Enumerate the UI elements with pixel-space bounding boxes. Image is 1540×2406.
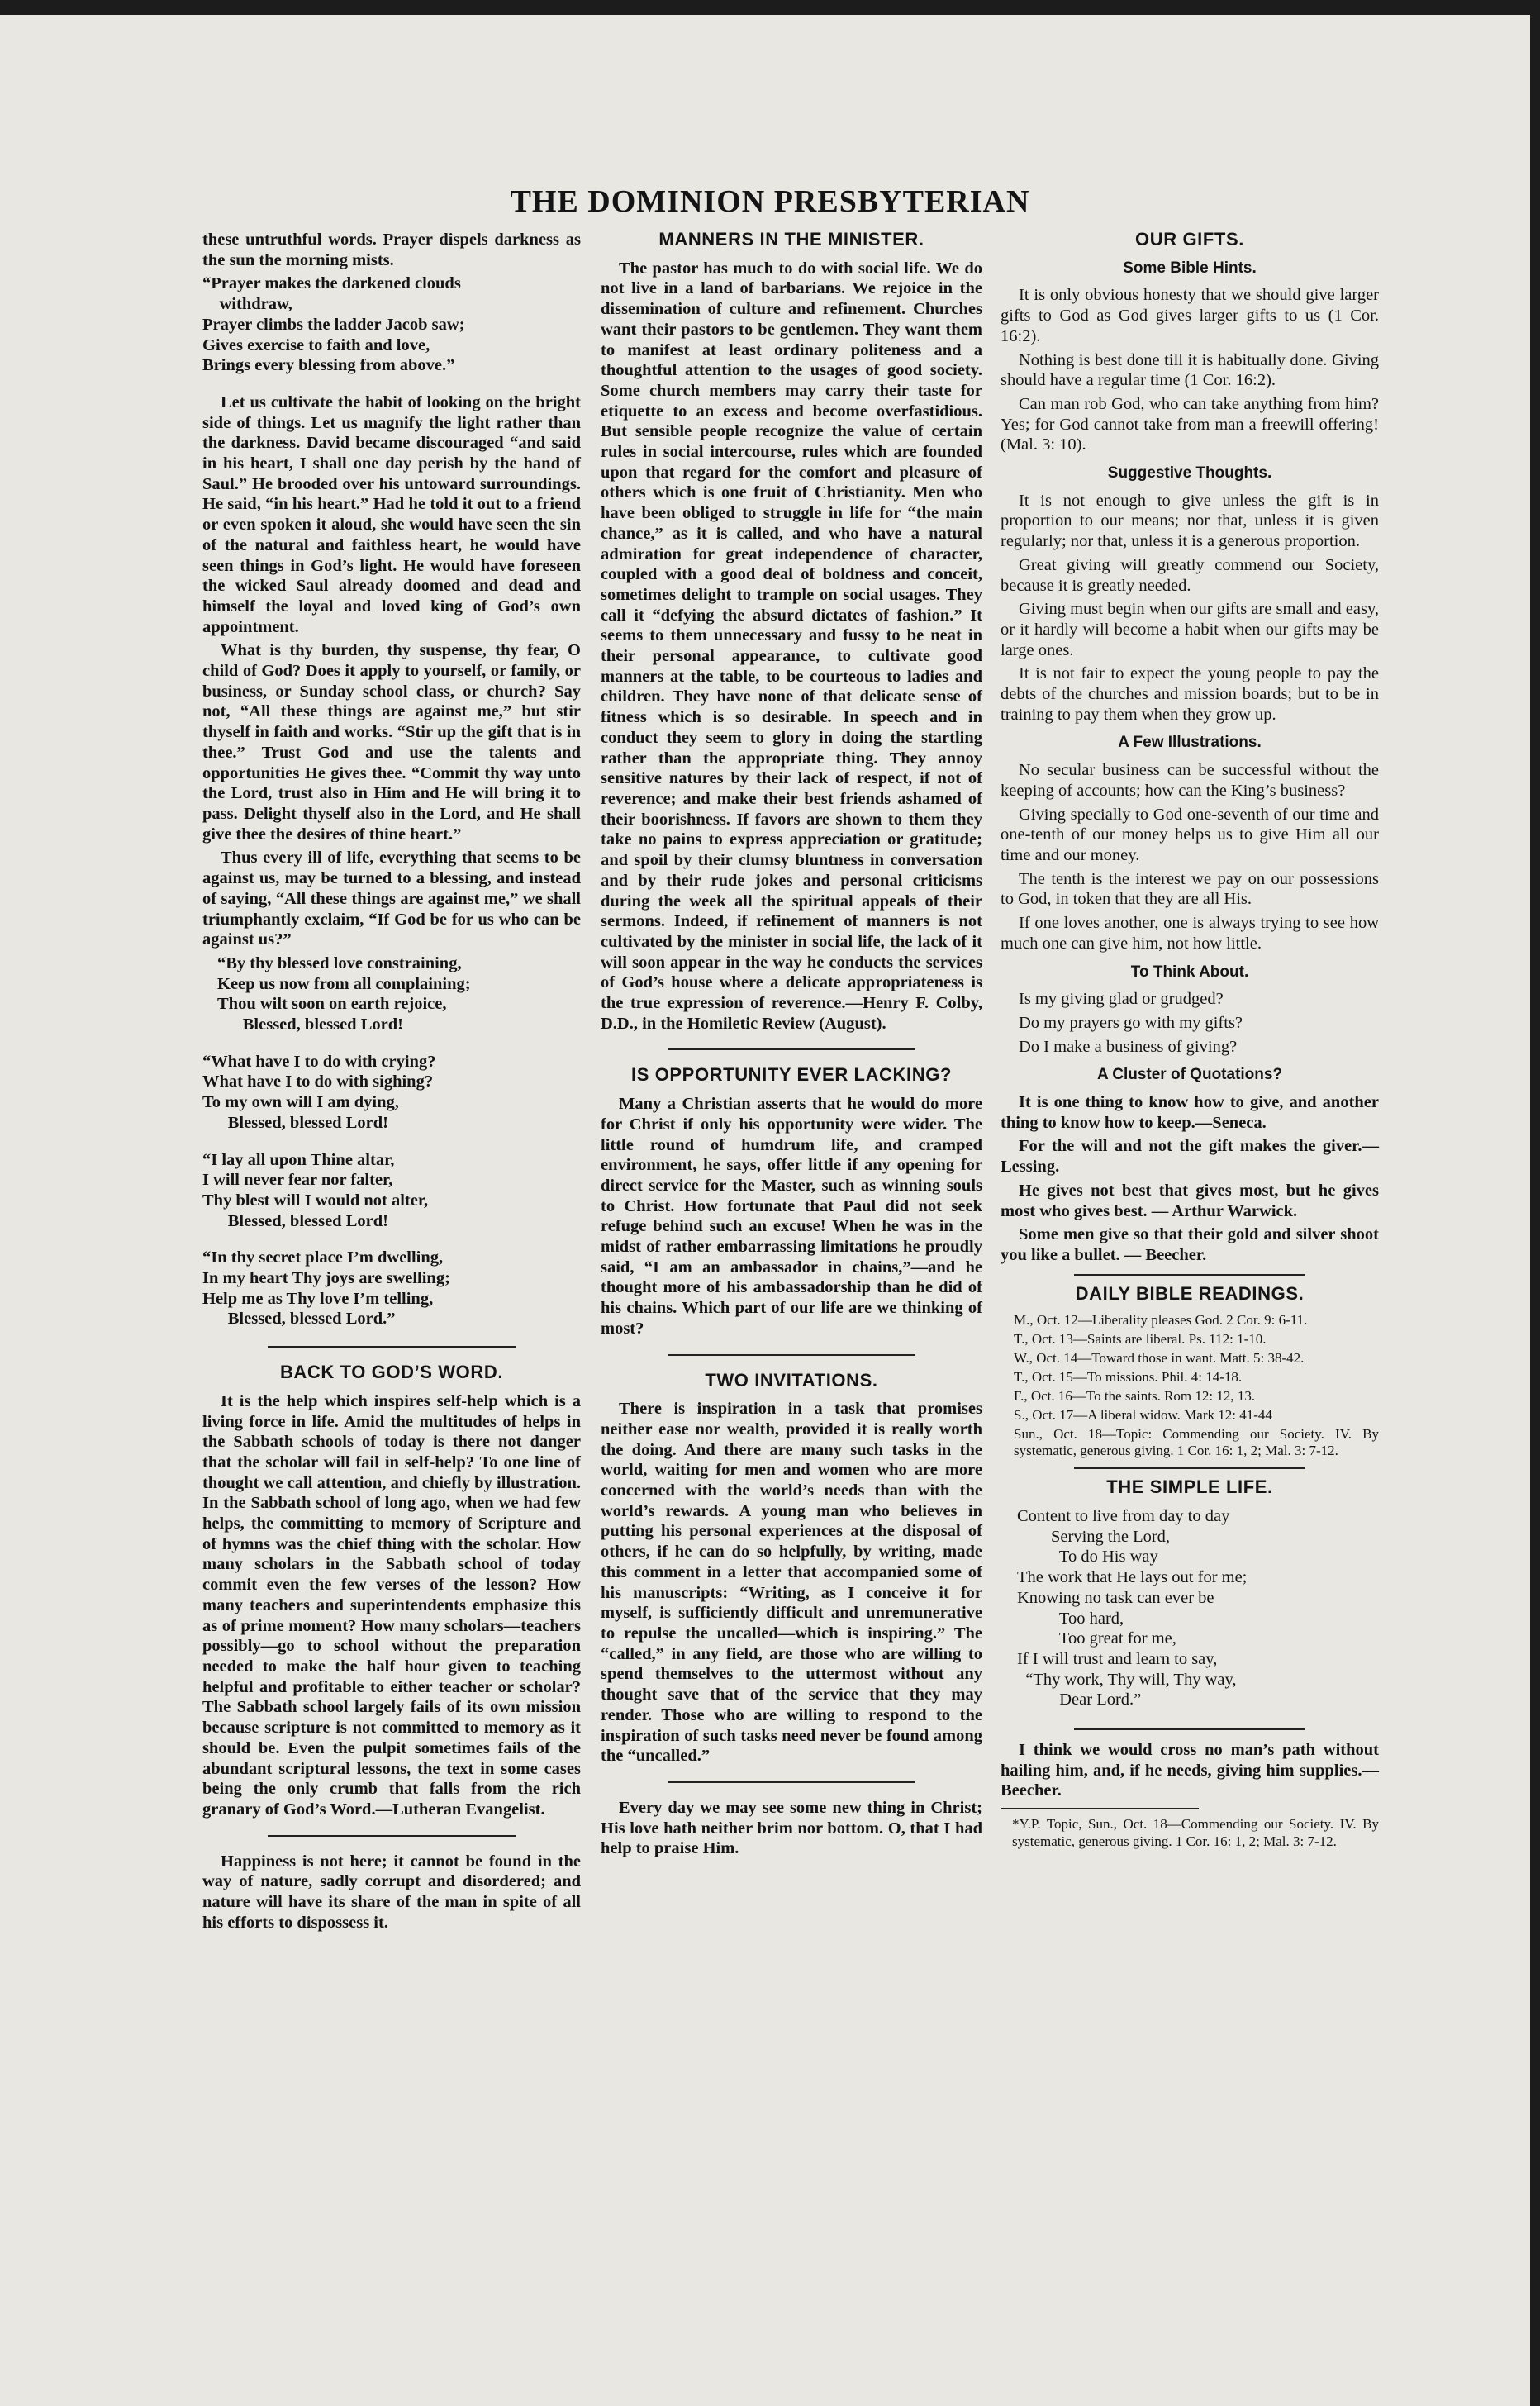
column-middle [601, 230, 982, 1862]
paragraph: If one loves another, one is always trying to see how much one can give him, not how little. [1001, 914, 1379, 953]
heading-daily-bible-readings: DAILY BIBLE READINGS. [1075, 1282, 1305, 1304]
reading-entry: S., Oct. 17—A liberal widow. Mark 12: 41-44 [1014, 1407, 1272, 1424]
scan-top-border [0, 0, 1540, 15]
prayer-poem [202, 273, 581, 376]
paragraph: Happiness is not here; it cannot be found in the way of nature, sadly corrupt and disordered; and nature will have its share of the man in spite of all his efforts to dispossess it. [202, 1852, 581, 1932]
poem-line: Thou wilt soon on earth rejoice, [217, 995, 447, 1014]
section-divider [1074, 1274, 1305, 1276]
poem-line: What have I to do with sighing? [202, 1072, 434, 1091]
poem-line: Gives exercise to faith and love, [202, 335, 430, 354]
paragraph: It is the help which inspires self-help which is a living force in life. Amid the multitudes of helps in the Sabbath schools of today is there not danger that the scholar will fail in self-help? To one line of thought we call attention, and chiefly by illustration. In the Sabbath school of long ago, when we had few helps, the committing to memory of Scripture and of hymns was the chief thing with the scholar. How many scholars in the Sabbath school of today commit even the few verses of the lesson? How many teachers and superintendents emphasize this as of prime moment? How many scholars—teachers possibly—go to school without the preparation needed to make the half hour given to teaching helpful and profitable to either teacher or scholar? The Sabbath school largely fails of its own mission because scripture is not committed to memory as it should be. Even the pulpit sometimes fails of the abundant scriptural lessons, the text in some cases being the only crumb that falls from the rich granary of God’s Word.—Lutheran Evangelist. [202, 1391, 581, 1819]
section-divider [268, 1346, 516, 1348]
subheading-bible-hints: Some Bible Hints. [1123, 259, 1257, 277]
masthead: THE DOMINION PRESBYTERIAN [510, 184, 1030, 219]
reading-entry: M., Oct. 12—Liberality pleases God. 2 Cor. 9: 6-11. [1014, 1312, 1308, 1329]
poem-line: Content to live from day to day [1017, 1507, 1230, 1526]
reading-entry: T., Oct. 15—To missions. Phil. 4: 14-18. [1014, 1369, 1243, 1386]
poem-line: Blessed, blessed Lord.” [202, 1310, 396, 1329]
poem-line: Thy blest will I would not alter, [202, 1191, 429, 1210]
heading-manners-in-the-minister: MANNERS IN THE MINISTER. [658, 229, 924, 250]
poem-line: I will never fear nor falter, [202, 1171, 393, 1190]
reading-entry: T., Oct. 13—Saints are liberal. Ps. 112: 1-10. [1014, 1331, 1267, 1348]
heading-simple-life: THE SIMPLE LIFE. [1106, 1476, 1273, 1498]
poem-line: “In thy secret place I’m dwelling, [202, 1248, 444, 1267]
reading-entry: Sun., Oct. 18—Topic: Commending our Society. IV. By systematic, generous giving. 1 Cor. 16: 1, 2; Mal. 3: 7-12. [1014, 1426, 1379, 1459]
poem-line: Too hard, [1017, 1609, 1124, 1628]
paragraph: It is only obvious honesty that we should give larger gifts to God as God gives larger gifts to us (1 Cor. 16:2). [1001, 286, 1379, 345]
poem-line: withdraw, [202, 295, 292, 314]
section-divider [668, 1354, 915, 1356]
poem-line: “What have I to do with crying? [202, 1052, 436, 1071]
paragraph: I think we would cross no man’s path without hailing him, and, if he needs, giving him supplies.—Beecher. [1001, 1741, 1379, 1800]
simple-life-poem [1017, 1506, 1379, 1710]
section-divider [1074, 1728, 1305, 1730]
hymn-stanza [202, 1150, 581, 1232]
heading-two-invitations: TWO INVITATIONS. [705, 1369, 878, 1391]
paragraph: Every day we may see some new thing in Christ; His love hath neither brim nor bottom. O, that I had help to praise Him. [601, 1798, 982, 1858]
reading-entry: W., Oct. 14—Toward those in want. Matt. 5: 38-42. [1014, 1350, 1305, 1367]
poem-line: “Prayer makes the darkened clouds [202, 274, 461, 293]
question-line: Is my giving glad or grudged? [1019, 990, 1224, 1009]
paragraph: Giving must begin when our gifts are small and easy, or it hardly will become a habit when our gifts may be large ones. [1001, 600, 1379, 659]
heading-our-gifts: OUR GIFTS. [1135, 229, 1244, 250]
poem-line: Serving the Lord, [1017, 1527, 1171, 1546]
paragraph: Great giving will greatly commend our Society, because it is greatly needed. [1001, 555, 1379, 595]
paragraph: Many a Christian asserts that he would do more for Christ if only his opportunity were wider. The little round of humdrum life, and cramped environment, he says, offer little if any opening for direct service for the Master, such as winning souls to Christ. How fortunate that Paul did not seek refuge behind such an excuse! When he was in the midst of rather embarrassing limitations he proudly said, “I am an ambassador in chains,”—and he thought more of his ambassadorship than he did of his chains. Which part of our life are we thinking of most? [601, 1095, 982, 1338]
column-right [1001, 230, 1379, 1853]
quotation: It is one thing to know how to give, and another thing to know how to keep.—Seneca. [1001, 1093, 1379, 1132]
poem-line: The work that He lays out for me; [1017, 1568, 1248, 1587]
paragraph: Thus every ill of life, everything that seems to be against us, may be turned to a blessing, and instead of saying, “All these things are against me,” we shall triumphantly exclaim, “If God be for us who can be against us?” [202, 849, 581, 949]
poem-line: Keep us now from all complaining; [217, 974, 471, 993]
intro-paragraph: these untruthful words. Prayer dispels darkness as the sun the morning mists. [202, 231, 581, 269]
paragraph: Nothing is best done till it is habitually done. Giving should have a regular time (1 Cor. 16:2). [1001, 350, 1379, 390]
section-divider [668, 1048, 915, 1050]
paragraph: The pastor has much to do with social life. We do not live in a land of barbarians. We rejoice in the dissemination of culture and refinement. Churches want their pastors to be gentlemen. They want them to manifest at least ordinary politeness and a thoughtful attention to the usages of good society. Some church members may carry their taste for etiquette to an excess and become overfastidious. But sensible people recognize the value of certain rules in social intercourse, rules which are founded upon that regard for the comfort and pleasure of others which is one fruit of Christianity. Men who have been obliged to struggle in life for “the main chance,” as it is called, and who have a natural admiration for great independence of character, coupled with a good deal of boldness and conceit, sometimes delight to trample on social usages. They call it “defying the absurd dictates of fashion.” It seems to them unnecessary and fussy to be neat in their personal appearance, to cultivate good manners at the table, to be courteous to ladies and children. They have none of that delicate sense of fitness which is so desirable. In speech and in conduct they seem to glory in doing the startling rather than the appropriate thing. They annoy sensitive natures by their lack of respect, if not of reverence; and make their best friends ashamed of their boorishness. If favors are shown to them they take no pains to express appreciation or gratitude; and spoil by their clumsy bluntness in conversation and by their rude jokes and personal criticisms during the week all the spiritual appeals of their sermons. Indeed, if refinement of manners is not cultivated by the minister in social life, the lack of it will soon appear in the way he conducts the services of God’s house where a delicate appropriateness is the true expression of reverence.—Henry F. Colby, D.D., in the Homiletic Review (August). [601, 259, 982, 1033]
quotation: Some men give so that their gold and silver shoot you like a bullet. — Beecher. [1001, 1225, 1379, 1264]
poem-line: Knowing no task can ever be [1017, 1588, 1214, 1607]
poem-line: To do His way [1017, 1548, 1158, 1567]
poem-line: Prayer climbs the ladder Jacob saw; [202, 315, 465, 334]
poem-line: “I lay all upon Thine altar, [202, 1150, 395, 1169]
hymn-stanza [202, 1052, 581, 1134]
paragraph: No secular business can be successful without the keeping of accounts; how can the King’s business? [1001, 761, 1379, 800]
section-divider [668, 1781, 915, 1783]
paragraph: Giving specially to God one-seventh of our time and one-tenth of our money helps us to give Him all our time and our money. [1001, 805, 1379, 864]
poem-line: “Thy work, Thy will, Thy way, [1017, 1670, 1237, 1689]
paragraph: It is not enough to give unless the gift is in proportion to our means; nor that, unless it is given regularly; nor that, unless it is a generous proportion. [1001, 491, 1379, 551]
footnote: *Y.P. Topic, Sun., Oct. 18—Commending our Society. IV. By systematic, generous giving. 1 Cor. 16: 1, 2; Mal. 3: 7-12. [1012, 1816, 1379, 1850]
poem-line: Too great for me, [1017, 1629, 1176, 1648]
poem-line: In my heart Thy joys are swelling; [202, 1269, 450, 1288]
footnote-divider [1001, 1808, 1199, 1809]
poem-line: If I will trust and learn to say, [1017, 1649, 1218, 1668]
poem-line: Brings every blessing from above.” [202, 356, 455, 375]
poem-line: Dear Lord.” [1017, 1690, 1142, 1709]
subheading-suggestive-thoughts: Suggestive Thoughts. [1107, 464, 1272, 483]
poem-line: To my own will I am dying, [202, 1093, 399, 1112]
question-line: Do I make a business of giving? [1019, 1037, 1238, 1056]
poem-line: “By thy blessed love constraining, [217, 953, 462, 972]
hymn-stanza [202, 1248, 581, 1329]
question-line: Do my prayers go with my gifts? [1019, 1013, 1243, 1032]
paragraph: Can man rob God, who can take anything from him? Yes; for God cannot take from man a freewill offering! (Mal. 3: 10). [1001, 394, 1379, 454]
hymn-stanza [217, 953, 581, 1035]
section-divider [1074, 1467, 1305, 1469]
paragraph: The tenth is the interest we pay on our possessions to God, in token that they are all His. [1001, 869, 1379, 909]
subheading-quotations: A Cluster of Quotations? [1096, 1066, 1283, 1084]
scan-right-border [1530, 0, 1540, 2406]
quotation: For the will and not the gift makes the giver.—Lessing. [1001, 1137, 1379, 1177]
poem-line: Blessed, blessed Lord! [217, 1015, 403, 1034]
paragraph: It is not fair to expect the young people to pay the debts of the churches and mission boards; but to be in training to pay them when they grow up. [1001, 664, 1379, 724]
column-left [202, 230, 581, 1936]
poem-line: Blessed, blessed Lord! [202, 1211, 388, 1230]
paragraph: There is inspiration in a task that promises neither ease nor wealth, provided it is really worth the doing. And there are many such tasks in the world, waiting for men and women who are more concerned with the world’s needs than with the world’s rewards. A young man who believes in putting his personal experiences at the disposal of others, if he can do so helpfully, by writing, made this comment in a letter that accompanied some of his manuscripts: “Writing, as I conceive it for myself, is sufficiently difficult and unremunerative to repulse the uncalled—which is inspiring.” The “called,” in any field, are those who are willing to spend themselves to the uttermost without any thought save that of the service that they may render. Those who are willing to respond to the inspiration of such tasks need never be found among the “uncalled.” [601, 1400, 982, 1766]
paragraph: Let us cultivate the habit of looking on the bright side of things. Let us magnify the light rather than the darkness. David became discouraged “and said in his heart, I shall one day perish by the hand of Saul.” He brooded over his untoward surroundings. He said, “in his heart.” Had he told it out to a friend or even spoken it aloud, she would have seen the sin of the natural and faithless heart, he would have seen things in God’s light. He would have foreseen the wicked Saul already doomed and dead and himself the loyal and loved king of God’s own appointment. [202, 392, 581, 636]
subheading-illustrations: A Few Illustrations. [1118, 734, 1262, 752]
reading-entry: F., Oct. 16—To the saints. Rom 12: 12, 13. [1014, 1388, 1256, 1405]
heading-opportunity: IS OPPORTUNITY EVER LACKING? [631, 1064, 952, 1086]
heading-back-to-gods-word: BACK TO GOD’S WORD. [279, 1362, 504, 1383]
poem-line: Help me as Thy love I’m telling, [202, 1289, 434, 1308]
subheading-think-about: To Think About. [1130, 963, 1249, 981]
section-divider [268, 1835, 516, 1837]
poem-line: Blessed, blessed Lord! [202, 1113, 388, 1132]
quotation: He gives not best that gives most, but he gives most who gives best. — Arthur Warwick. [1001, 1181, 1379, 1220]
paragraph: What is thy burden, thy suspense, thy fear, O child of God? Does it apply to yourself, or family, or business, or Sunday school class, or church? Say not, “All these things are against me,” but stir thyself in faith and works. “Stir up the gift that is in thee.” Trust God and use the talents and opportunities He gives thee. “Commit thy way unto the Lord, trust also in Him and He will bring it to pass. Delight thyself also in the Lord, and He shall give thee the desires of thine heart.” [202, 641, 581, 844]
